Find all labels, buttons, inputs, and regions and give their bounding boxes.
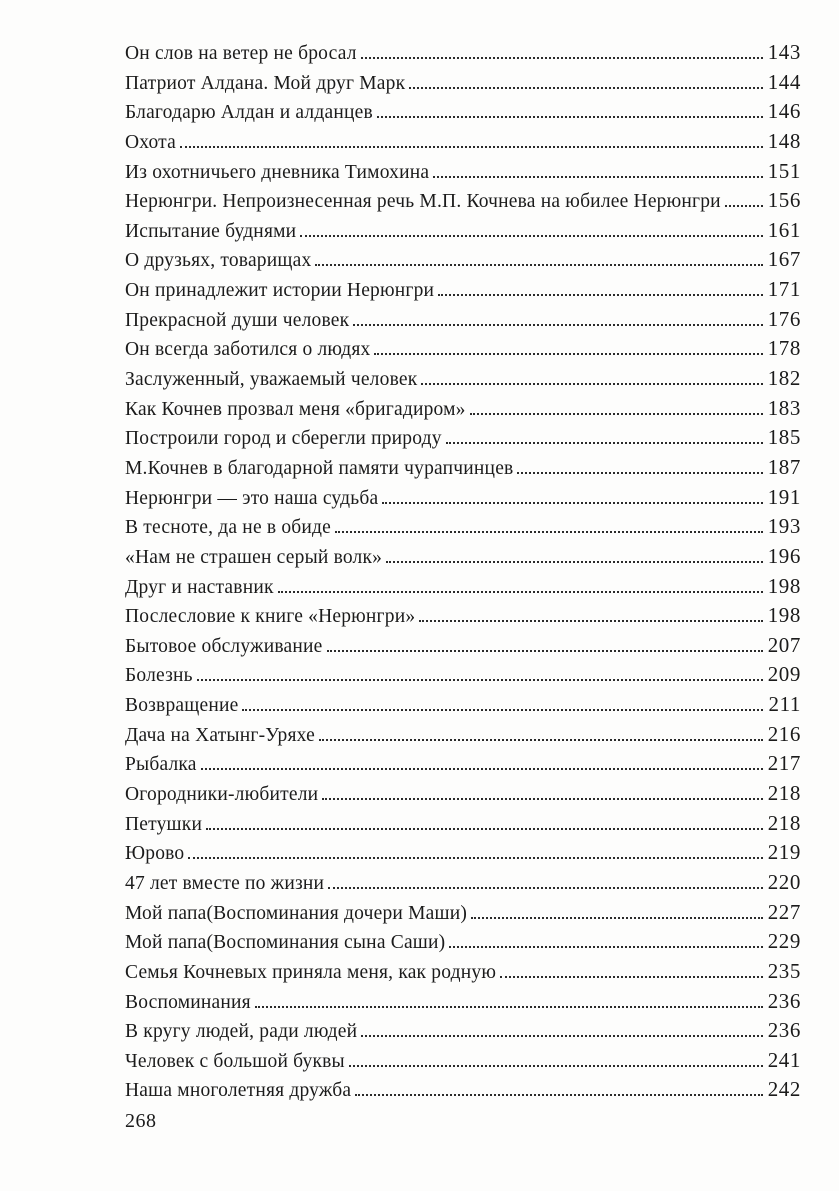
- dot-leader: [355, 1094, 762, 1096]
- toc-entry-title: Болезнь: [125, 665, 193, 687]
- toc-entry: [125, 781, 801, 811]
- toc-entry: [125, 70, 801, 100]
- toc-entry-page: 144: [767, 69, 801, 94]
- toc-entry-page: 151: [767, 158, 801, 183]
- toc-entry-title: 47 лет вместе по жизни: [125, 872, 325, 894]
- dot-leader: [197, 679, 763, 681]
- dot-leader: [188, 857, 762, 859]
- toc-entry-title: Нерюнгри — это наша судьба: [125, 487, 379, 509]
- dot-leader: [470, 413, 763, 415]
- toc-entry-title: Послесловие к книге «Нерюнгри»: [125, 606, 416, 628]
- toc-entry-page: 198: [767, 573, 801, 598]
- toc-entry-page: 178: [767, 336, 801, 361]
- toc-entry: [125, 544, 801, 574]
- toc-entry: [125, 1077, 801, 1107]
- toc-entry-page: 198: [767, 603, 801, 628]
- toc-entry: [125, 307, 801, 337]
- toc-entry: [125, 485, 801, 515]
- toc-entry-title: Заслуженный, уважаемый человек: [125, 369, 418, 391]
- toc-entry: [125, 159, 801, 189]
- toc-entry: [125, 811, 801, 841]
- toc-entry-page: 227: [767, 899, 801, 924]
- dot-leader: [327, 650, 763, 652]
- toc-entry-title: «Нам не страшен серый волк»: [125, 546, 383, 568]
- toc-entry-title: Из охотничьего дневника Тимохина: [125, 161, 430, 183]
- toc-entry: [125, 336, 801, 366]
- toc-entry: [125, 99, 801, 129]
- dot-leader: [419, 620, 762, 622]
- toc-entry: [125, 277, 801, 307]
- toc-entry-title: Прекрасной души человек: [125, 309, 350, 331]
- toc-entry-page: 182: [767, 366, 801, 391]
- dot-leader: [255, 1006, 763, 1008]
- dot-leader: [353, 324, 762, 326]
- toc-entry-page: 187: [767, 454, 801, 479]
- toc-entry: [125, 870, 801, 900]
- toc-entry-title: Охота: [125, 131, 176, 153]
- toc-entry-page: 161: [767, 217, 801, 242]
- toc-entry: [125, 900, 801, 930]
- toc-entry: [125, 751, 801, 781]
- toc-entry-page: 236: [767, 988, 801, 1013]
- toc-entry-title: Дача на Хатынг-Уряхе: [125, 724, 315, 746]
- dot-leader: [471, 917, 763, 919]
- toc-entry-title: В кругу людей, ради людей: [125, 1021, 358, 1043]
- dot-leader: [361, 57, 763, 59]
- toc-entry-title: Воспоминания: [125, 991, 251, 1013]
- toc-entry-title: Петушки: [125, 813, 203, 835]
- dot-leader: [206, 828, 763, 830]
- toc-entry: [125, 633, 801, 663]
- toc-entry: [125, 366, 801, 396]
- dot-leader: [374, 353, 762, 355]
- toc-entry-page: 156: [767, 188, 801, 213]
- toc-entry-title: О друзьях, товарищах: [125, 250, 312, 272]
- toc-entry: [125, 1018, 801, 1048]
- toc-entry-title: Рыбалка: [125, 754, 197, 776]
- toc-entry-title: М.Кочнев в благодарной памяти чурапчинцев: [125, 457, 514, 479]
- toc-entry: [125, 662, 801, 692]
- toc-entry-title: Нерюнгри. Непроизнесенная речь М.П. Кочнева на юбилее Нерюнгри: [125, 191, 721, 213]
- toc-entry-title: Мой папа(Воспоминания дочери Маши): [125, 902, 468, 924]
- toc-entry-title: Человек с большой буквы: [125, 1050, 345, 1072]
- toc-entry-page: 229: [767, 929, 801, 954]
- dot-leader: [349, 1065, 763, 1067]
- toc-entry: [125, 574, 801, 604]
- toc-entry-title: Как Кочнев прозвал меня «бригадиром»: [125, 398, 466, 420]
- toc-entry-page: 235: [767, 958, 801, 983]
- toc-entry-page: 171: [767, 277, 801, 302]
- toc-entry-page: 193: [767, 514, 801, 539]
- toc-entry-title: В тесноте, да не в обиде: [125, 517, 332, 539]
- toc-entry: [125, 989, 801, 1019]
- dot-leader: [300, 235, 762, 237]
- toc-entry-page: 167: [767, 247, 801, 272]
- toc-entry: [125, 959, 801, 989]
- toc-entry: [125, 929, 801, 959]
- dot-leader: [438, 294, 762, 296]
- toc-entry: [125, 840, 801, 870]
- toc-entry-title: Семья Кочневых приняла меня, как родную: [125, 961, 497, 983]
- toc-entry: [125, 722, 801, 752]
- dot-leader: [322, 798, 762, 800]
- toc-entry-page: 207: [767, 632, 801, 657]
- dot-leader: [377, 116, 763, 118]
- toc-entry-title: Он всегда заботился о людях: [125, 339, 371, 361]
- dot-leader: [328, 887, 763, 889]
- dot-leader: [335, 531, 763, 533]
- dot-leader: [449, 946, 762, 948]
- dot-leader: [278, 591, 763, 593]
- toc-entry-title: Мой папа(Воспоминания сына Саши): [125, 932, 446, 954]
- toc-entry-page: 242: [767, 1077, 801, 1102]
- toc-entry-title: Испытание буднями: [125, 220, 297, 242]
- dot-leader: [725, 205, 763, 207]
- toc-entry-page: 211: [768, 692, 801, 717]
- dot-leader: [421, 383, 762, 385]
- toc-entry-title: Огородники-любители: [125, 784, 319, 806]
- toc-entry: [125, 396, 801, 426]
- toc-entry-title: Построили город и сберегли природу: [125, 428, 442, 450]
- dot-leader: [361, 1035, 762, 1037]
- dot-leader: [517, 472, 762, 474]
- toc-entry-page: 176: [767, 306, 801, 331]
- toc-entry: [125, 603, 801, 633]
- dot-leader: [409, 87, 762, 89]
- toc-entry-title: Наша многолетняя дружба: [125, 1080, 352, 1102]
- toc-entry-page: 191: [767, 484, 801, 509]
- toc-entry-page: 217: [767, 751, 801, 776]
- toc-entry: [125, 692, 801, 722]
- toc-entry-page: 185: [767, 425, 801, 450]
- toc-entry-title: Возвращение: [125, 695, 239, 717]
- toc-entry-title: Юрово: [125, 843, 185, 865]
- toc-entry-title: Он слов на ветер не бросал: [125, 43, 357, 64]
- dot-leader: [386, 561, 763, 563]
- toc-entry: [125, 247, 801, 277]
- toc-entry-page: 183: [767, 395, 801, 420]
- toc-entry: [125, 129, 801, 159]
- toc-entry-page: 220: [767, 869, 801, 894]
- toc-entry: [125, 455, 801, 485]
- toc-entry-page: 148: [767, 128, 801, 153]
- toc-entry-page: 146: [767, 99, 801, 124]
- toc-entry-page: 219: [767, 840, 801, 865]
- dot-leader: [319, 739, 763, 741]
- toc-entry-page: 241: [767, 1047, 801, 1072]
- dot-leader: [201, 768, 763, 770]
- page-number: 268: [125, 1110, 157, 1132]
- dot-leader: [180, 146, 763, 148]
- toc-entry-page: 218: [767, 781, 801, 806]
- toc-entry-title: Он принадлежит истории Нерюнгри: [125, 280, 435, 302]
- dot-leader: [315, 264, 762, 266]
- toc-entry: [125, 40, 801, 70]
- dot-leader: [242, 709, 763, 711]
- toc-entry: [125, 514, 801, 544]
- dot-leader: [433, 176, 762, 178]
- toc-entry-page: 236: [767, 1018, 801, 1043]
- toc-entry: [125, 425, 801, 455]
- toc-entry-title: Друг и наставник: [125, 576, 274, 598]
- dot-leader: [500, 976, 763, 978]
- toc-entry: [125, 188, 801, 218]
- toc-entry-page: 143: [767, 40, 801, 64]
- toc-entry-title: Бытовое обслуживание: [125, 635, 323, 657]
- dot-leader: [382, 502, 762, 504]
- toc-entry: [125, 1048, 801, 1078]
- toc-entry-title: Благодарю Алдан и алданцев: [125, 102, 373, 124]
- dot-leader: [446, 442, 763, 444]
- toc-entry-page: 216: [767, 721, 801, 746]
- toc-entry-page: 196: [767, 543, 801, 568]
- toc-entry-title: Патриот Алдана. Мой друг Марк: [125, 72, 406, 94]
- toc-entry-page: 209: [767, 662, 801, 687]
- toc-entry-page: 218: [767, 810, 801, 835]
- toc-entry: [125, 218, 801, 248]
- toc-list: [125, 40, 801, 1107]
